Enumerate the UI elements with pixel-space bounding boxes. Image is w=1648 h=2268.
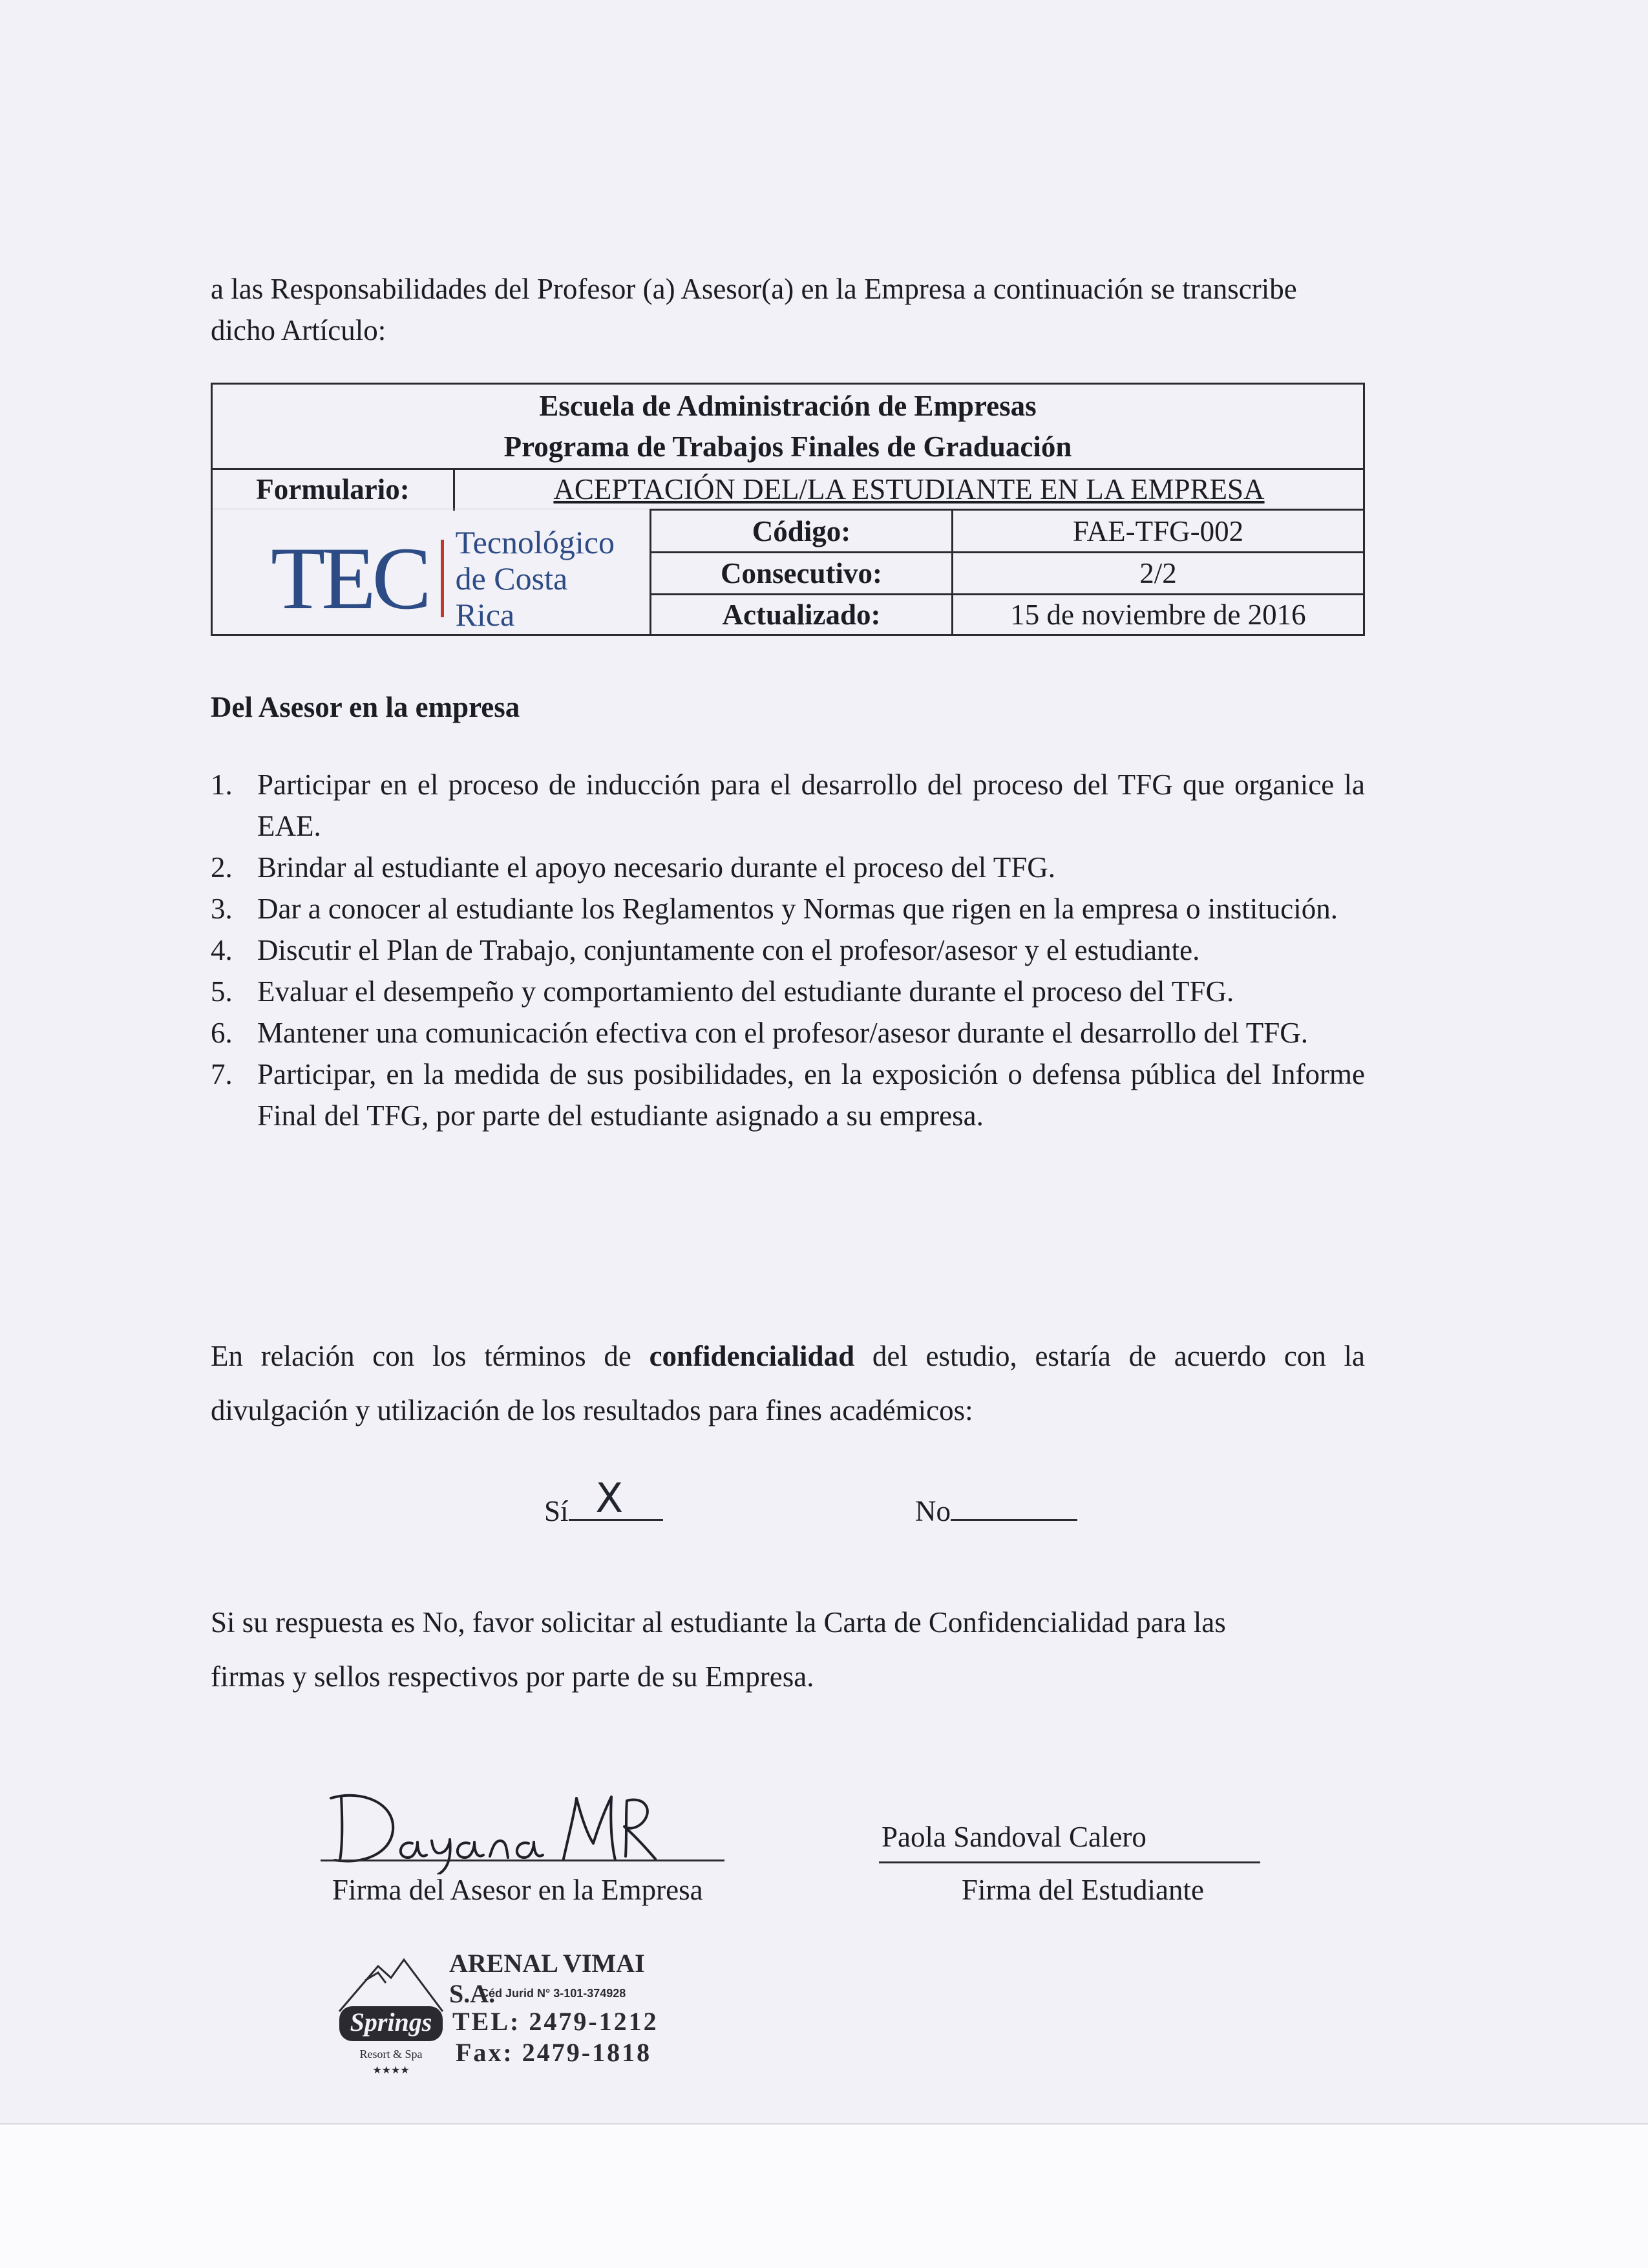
list-item-number: 1. bbox=[211, 768, 233, 801]
list-item-number: 2. bbox=[211, 851, 233, 884]
form-header-table bbox=[211, 383, 1365, 636]
form-label: Formulario: bbox=[256, 473, 410, 505]
section-title: Del Asesor en la empresa bbox=[211, 691, 520, 723]
list-item-number: 4. bbox=[211, 934, 233, 966]
company-stamp bbox=[326, 1947, 688, 2083]
resort-logo-stars: ★★★★ bbox=[372, 2064, 410, 2076]
confidentiality-keyword: confidencialidad bbox=[649, 1340, 855, 1372]
note-line-2: firmas y sellos respectivos por parte de su Empresa. bbox=[211, 1660, 814, 1693]
note-paragraph bbox=[211, 1595, 1365, 1704]
no-answer-line[interactable] bbox=[951, 1490, 1077, 1521]
list-item-text: Brindar al estudiante el apoyo necesario durante el proceso del TFG. bbox=[257, 851, 1055, 884]
consecutive-label: Consecutivo: bbox=[721, 557, 882, 589]
updated-label: Actualizado: bbox=[722, 599, 881, 631]
list-item bbox=[211, 971, 1365, 1012]
code-label: Código: bbox=[752, 514, 851, 547]
list-item-text: Participar en el proceso de inducción para el desarrollo del proceso del TFG que organice la EAE. bbox=[257, 768, 1365, 842]
list-item-number: 7. bbox=[211, 1058, 233, 1090]
student-signature-line bbox=[879, 1861, 1260, 1863]
tec-logo-name-line-1: Tecnológico bbox=[455, 524, 615, 560]
intro-line-1: a las Responsabilidades del Profesor (a) Asesor(a) en la Empresa a continuación se transcribe bbox=[211, 273, 1297, 305]
student-name: Paola Sandoval Calero bbox=[882, 1821, 1146, 1853]
intro-paragraph bbox=[211, 268, 1365, 351]
code-value: FAE-TFG-002 bbox=[1072, 514, 1244, 547]
list-item-number: 5. bbox=[211, 975, 233, 1008]
list-item-text: Discutir el Plan de Trabajo, conjuntamente con el profesor/asesor y el estudiante. bbox=[257, 934, 1200, 966]
yes-option[interactable] bbox=[544, 1474, 663, 1528]
list-item bbox=[211, 847, 1365, 888]
resort-logo-text: Springs bbox=[350, 2008, 432, 2037]
confidentiality-paragraph bbox=[211, 1329, 1365, 1437]
list-item-text: Participar, en la medida de sus posibilidades, en la exposición o defensa pública del Informe Final del TFG, por parte del estudiante asignado a su empresa. bbox=[257, 1058, 1365, 1132]
no-option[interactable] bbox=[915, 1490, 1077, 1528]
tec-logo-bar bbox=[441, 540, 444, 617]
list-item bbox=[211, 1054, 1365, 1136]
list-item bbox=[211, 764, 1365, 847]
tec-logo bbox=[271, 524, 633, 633]
list-item-number: 3. bbox=[211, 893, 233, 925]
list-item bbox=[211, 929, 1365, 971]
note-line-1: Si su respuesta es No, favor solicitar al estudiante la Carta de Confidencialidad para las bbox=[211, 1606, 1226, 1638]
school-name: Escuela de Administración de Empresas bbox=[539, 390, 1037, 422]
list-item bbox=[211, 1012, 1365, 1054]
advisor-signature-line bbox=[321, 1860, 724, 1861]
tec-logo-name-line-2: de Costa Rica bbox=[455, 560, 568, 633]
intro-line-2: dicho Artículo: bbox=[211, 314, 386, 346]
list-item-number: 6. bbox=[211, 1017, 233, 1049]
resort-logo-icon bbox=[326, 1947, 449, 2076]
confidentiality-text-after: del estudio, estaría de acuerdo con la divulgación y utilización de los resultados para fines académicos: bbox=[211, 1340, 1366, 1426]
yes-label: Sí bbox=[544, 1495, 569, 1527]
list-item-text: Mantener una comunicación efectiva con el profesor/asesor durante el desarrollo del TFG. bbox=[257, 1017, 1309, 1049]
tec-logo-name bbox=[456, 524, 633, 633]
updated-value: 15 de noviembre de 2016 bbox=[1010, 599, 1306, 631]
stamp-fax: Fax: 2479-1818 bbox=[456, 2038, 652, 2067]
stamp-legal-id: Céd Jurid N° 3-101-374928 bbox=[480, 1987, 626, 2000]
stamp-phone: TEL: 2479-1212 bbox=[452, 2007, 659, 2036]
yes-answer-line[interactable] bbox=[569, 1474, 663, 1521]
resort-logo-subtitle: Resort & Spa bbox=[359, 2048, 423, 2061]
advisor-signature-label: Firma del Asesor en la Empresa bbox=[332, 1874, 703, 1906]
stamp-company-name: ARENAL VIMAI S.A. bbox=[449, 1949, 645, 2008]
form-title: ACEPTACIÓN DEL/LA ESTUDIANTE EN LA EMPRESA bbox=[553, 473, 1265, 505]
responsibilities-list bbox=[211, 764, 1365, 1136]
program-name: Programa de Trabajos Finales de Graduación bbox=[503, 430, 1072, 463]
student-signature-label: Firma del Estudiante bbox=[962, 1874, 1204, 1906]
consecutive-value: 2/2 bbox=[1139, 557, 1177, 589]
confidentiality-text-before: En relación con los términos de bbox=[211, 1340, 650, 1372]
yes-check-mark: X bbox=[595, 1474, 624, 1521]
no-label: No bbox=[915, 1495, 951, 1527]
list-item bbox=[211, 888, 1365, 929]
scan-margin bbox=[0, 2125, 1648, 2268]
list-item-text: Dar a conocer al estudiante los Reglamentos y Normas que rigen en la empresa o institución. bbox=[257, 893, 1338, 925]
tec-logo-mark: TEC bbox=[271, 529, 428, 628]
list-item-text: Evaluar el desempeño y comportamiento del estudiante durante el proceso del TFG. bbox=[257, 975, 1234, 1008]
